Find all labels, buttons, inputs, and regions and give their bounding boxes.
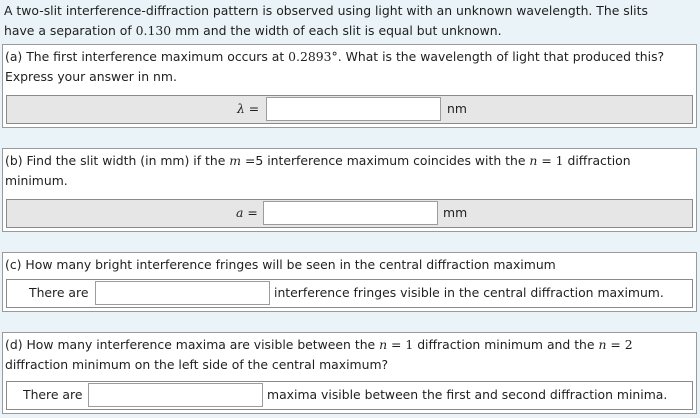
order-value: 2 [624,337,633,352]
part-b-panel [2,148,697,232]
question-text: =5 interference maximum coincides with the [241,153,530,168]
m-symbol: m [229,153,242,168]
prefix-label: There are [23,387,83,402]
question-text: diffraction minimum and the [413,337,599,352]
intro-text: have a separation of [4,23,136,38]
part-d-answer-row [6,381,693,410]
equals-sign: = [387,337,406,352]
question-text: Express your answer in nm. [5,69,177,84]
order-value: 1 [555,153,564,168]
order-value: 1 [405,337,414,352]
question-text: diffraction minimum on the left side of the central maximum? [5,357,389,372]
part-a-answer-row [6,95,693,124]
unit-label: mm [443,205,468,220]
part-c-question: (c) How many bright interference fringes will be seen in the central diffraction maximum [5,257,556,272]
part-b-question [3,149,696,191]
maxima-count-input[interactable] [88,383,263,407]
part-c-answer-row [6,279,693,308]
wavelength-input[interactable] [266,97,441,121]
intro-text: mm and the width of each slit is equal but unknown. [171,23,502,38]
equals-sign: = [606,337,625,352]
suffix-label: maxima visible between the first and second diffraction minima. [267,387,668,402]
question-text: minimum. [5,173,68,188]
lambda-symbol: λ = [237,101,260,116]
unit-label: nm [447,101,467,116]
n-symbol: n [598,337,607,352]
a-symbol: a = [236,205,258,220]
n-symbol: n [379,337,388,352]
part-a-question [3,45,696,87]
part-d-question [3,333,696,375]
question-text: . What is the wavelength of light that produced this? [337,49,665,64]
part-b-answer-row [6,199,693,228]
question-text: (a) The first interference maximum occurs at [5,49,289,64]
fringes-count-input[interactable] [95,281,270,305]
intro-line-1: A two-slit interference-diffraction pattern is observed using light with an unknown wavelength. The slits [4,3,648,18]
problem-statement [4,1,694,41]
part-c-panel [2,252,697,312]
question-text: diffraction [563,153,631,168]
part-a-panel [2,44,697,128]
slit-separation-value: 0.130 [135,23,172,38]
n-symbol: n [529,153,538,168]
part-d-panel [2,332,697,414]
slit-width-input[interactable] [263,201,438,225]
prefix-label: There are [29,285,89,300]
angle-value: 0.2893° [288,49,338,64]
question-text: (d) How many interference maxima are visible between the [5,337,380,352]
intro-line-2 [4,21,694,41]
suffix-label: interference fringes visible in the central diffraction maximum. [274,285,664,300]
equals-sign: = [537,153,556,168]
question-text: (b) Find the slit width (in mm) if the [5,153,230,168]
